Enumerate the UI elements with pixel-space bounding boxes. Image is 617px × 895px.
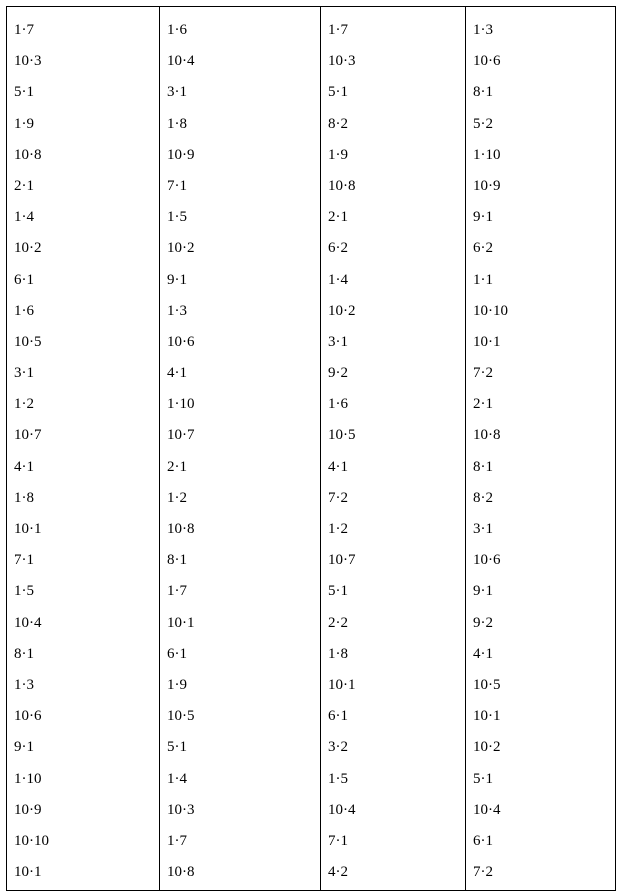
cell-value: 1·9 (328, 146, 348, 163)
cell-value: 1·9 (14, 115, 34, 132)
cell-value: 10·8 (14, 146, 42, 163)
cell-value: 1·7 (167, 583, 187, 600)
cell-value: 10·9 (473, 177, 501, 194)
cell-value: 10·5 (167, 708, 195, 725)
cell-value: 1·2 (14, 396, 34, 413)
cell-value: 1·8 (328, 645, 348, 662)
cell-value: 5·1 (328, 84, 348, 101)
cell-value: 4·2 (328, 864, 348, 881)
cell-value: 1·3 (14, 676, 34, 693)
cell-value: 1·5 (167, 209, 187, 226)
cell-value: 10·8 (473, 427, 501, 444)
cell-value: 7·2 (473, 365, 493, 382)
table-row (7, 7, 616, 891)
cell-value: 1·4 (167, 770, 187, 787)
cell-value: 10·1 (14, 864, 42, 881)
column-1-list (7, 15, 159, 888)
cell-value: 5·1 (14, 84, 34, 101)
cell-value: 10·2 (473, 739, 501, 756)
cell-value: 1·7 (14, 22, 34, 38)
cell-value: 2·2 (328, 614, 348, 631)
cell-value: 10·7 (167, 427, 195, 444)
cell-value: 9·1 (167, 271, 187, 288)
cell-value: 1·3 (473, 22, 493, 38)
cell-value: 4·1 (14, 458, 34, 475)
cell-value: 4·1 (473, 645, 493, 662)
cell-value: 7·1 (167, 177, 187, 194)
cell-value: 6·2 (328, 240, 348, 257)
cell-value: 10·6 (167, 333, 195, 350)
cell-value: 10·8 (167, 521, 195, 537)
cell-value: 1·9 (167, 676, 187, 693)
column-4-list (466, 15, 615, 888)
cell-value: 4·1 (167, 365, 187, 382)
cell-value: 1·2 (167, 489, 187, 506)
cell-value: 1·10 (167, 396, 195, 413)
cell-value: 1·1 (473, 271, 493, 288)
cell-value: 3·2 (328, 739, 348, 756)
cell-value: 5·2 (473, 115, 493, 132)
cell-value: 3·1 (14, 365, 34, 382)
cell-value: 1·6 (167, 22, 187, 38)
cell-value: 6·1 (167, 645, 187, 662)
cell-value: 10·4 (14, 614, 42, 631)
cell-value: 10·1 (14, 521, 42, 537)
cell-value: 3·1 (473, 521, 493, 537)
cell-value: 10·8 (328, 177, 356, 194)
cell-value: 10·3 (14, 53, 42, 70)
cell-value: 10·4 (473, 801, 501, 818)
cell-value: 2·1 (167, 458, 187, 475)
cell-value: 2·1 (328, 209, 348, 226)
cell-value: 9·1 (14, 739, 34, 756)
cell-value: 8·2 (473, 489, 493, 506)
cell-value: 8·1 (473, 84, 493, 101)
cell-value: 10·6 (14, 708, 42, 725)
cell-value: 7·2 (328, 489, 348, 506)
cell-value: 7·1 (328, 832, 348, 849)
cell-value: 5·1 (473, 770, 493, 787)
cell-value: 10·8 (167, 864, 195, 881)
cell-value: 10·1 (328, 676, 356, 693)
cell-value: 3·1 (328, 333, 348, 350)
cell-value: 10·4 (328, 801, 356, 818)
column-3-list (321, 15, 465, 888)
cell-value: 10·5 (14, 333, 42, 350)
cell-value: 10·10 (473, 302, 508, 319)
cell-value: 6·1 (328, 708, 348, 725)
cell-value: 1·10 (473, 146, 501, 163)
cell-value: 8·1 (14, 645, 34, 662)
cell-value: 1·5 (14, 583, 34, 600)
cell-value: 1·4 (328, 271, 348, 288)
data-table (6, 6, 616, 891)
cell-value: 6·2 (473, 240, 493, 257)
cell-value: 7·2 (473, 864, 493, 881)
cell-value: 10·1 (167, 614, 195, 631)
cell-value: 7·1 (14, 552, 34, 569)
cell-value: 2·1 (14, 177, 34, 194)
cell-value: 1·2 (328, 521, 348, 537)
cell-value: 9·2 (328, 365, 348, 382)
cell-value: 10·7 (328, 552, 356, 569)
table-column-1 (7, 7, 160, 891)
cell-value: 1·5 (328, 770, 348, 787)
cell-value: 5·1 (328, 583, 348, 600)
cell-value: 9·1 (473, 209, 493, 226)
cell-value: 1·8 (167, 115, 187, 132)
cell-value: 10·2 (14, 240, 42, 257)
column-2-list (160, 15, 320, 888)
cell-value: 1·8 (14, 489, 34, 506)
cell-value: 10·7 (14, 427, 42, 444)
cell-value: 4·1 (328, 458, 348, 475)
cell-value: 2·1 (473, 396, 493, 413)
cell-value: 10·9 (167, 146, 195, 163)
cell-value: 10·1 (473, 333, 501, 350)
cell-value: 8·2 (328, 115, 348, 132)
cell-value: 9·1 (473, 583, 493, 600)
cell-value: 10·2 (167, 240, 195, 257)
cell-value: 10·1 (473, 708, 501, 725)
cell-value: 1·3 (167, 302, 187, 319)
cell-value: 10·3 (167, 801, 195, 818)
cell-value: 8·1 (473, 458, 493, 475)
cell-value: 1·6 (14, 302, 34, 319)
cell-value: 9·2 (473, 614, 493, 631)
cell-value: 1·6 (328, 396, 348, 413)
cell-value: 6·1 (14, 271, 34, 288)
table-column-3 (321, 7, 466, 891)
cell-value: 6·1 (473, 832, 493, 849)
cell-value: 10·10 (14, 832, 49, 849)
cell-value: 5·1 (167, 739, 187, 756)
cell-value: 10·5 (328, 427, 356, 444)
cell-value: 10·3 (328, 53, 356, 70)
cell-value: 8·1 (167, 552, 187, 569)
table-column-4 (466, 7, 616, 891)
cell-value: 10·6 (473, 53, 501, 70)
cell-value: 1·7 (328, 22, 348, 38)
cell-value: 10·9 (14, 801, 42, 818)
cell-value: 10·2 (328, 302, 356, 319)
cell-value: 1·10 (14, 770, 42, 787)
cell-value: 1·7 (167, 832, 187, 849)
cell-value: 10·6 (473, 552, 501, 569)
table-column-2 (160, 7, 321, 891)
cell-value: 1·4 (14, 209, 34, 226)
cell-value: 3·1 (167, 84, 187, 101)
cell-value: 10·4 (167, 53, 195, 70)
cell-value: 10·5 (473, 676, 501, 693)
